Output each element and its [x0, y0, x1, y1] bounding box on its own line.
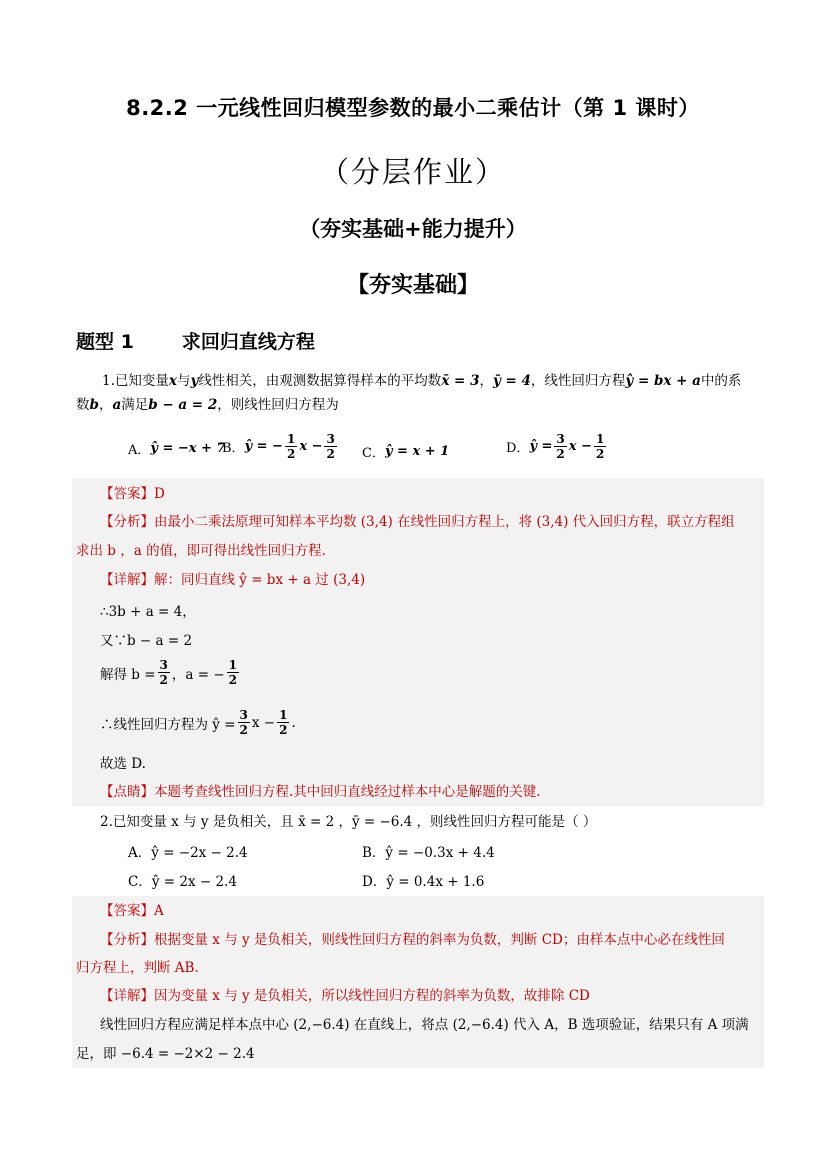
document-subtitle-2: （夯实基础+能力提升） — [299, 217, 527, 241]
q1-line2b: 满足 — [121, 397, 149, 413]
comment-1: 【点睛】本题考查线性回归方程.其中回归直线经过样本中心是解题的关键. — [100, 784, 541, 800]
detail-1 — [100, 568, 365, 588]
option-c[interactable] — [362, 442, 449, 461]
fraction-numerator: 1 — [228, 658, 238, 672]
section-label: 题型 1 — [76, 331, 134, 353]
detail-2-line-2: 线性回归方程应满足样本点中心 (2,−6.4) 在直线上，将点 (2,−6.4) 代入 A，B 选项验证，结果只有 A 项满 — [100, 1017, 749, 1033]
q1-line2c: ，则线性回归方程为 — [217, 397, 339, 413]
fraction-denominator: 2 — [279, 723, 288, 737]
fraction-numerator: 1 — [279, 708, 288, 722]
option-label: C． — [362, 446, 385, 461]
ybar-value: ȳ = 4 — [492, 373, 531, 389]
q1-text-d: ，线性回归方程 — [530, 373, 626, 389]
q2-option-c[interactable]: C．ŷ = 2x − 2.4 — [128, 874, 237, 890]
question-number: 1. — [102, 373, 115, 389]
q2-option-a[interactable]: A．ŷ = −2x − 2.4 — [128, 845, 248, 861]
option-label: B． — [222, 441, 245, 456]
q1-sep: ， — [479, 373, 493, 389]
step-4-pre: ∴线性回归方程为 ŷ = — [100, 716, 236, 733]
fraction-numerator: 3 — [556, 432, 565, 446]
step-1: ∴3b + a = 4， — [100, 604, 196, 620]
analysis-1-line-2: 求出 b ，a 的值，即可得出线性回归方程. — [76, 543, 326, 559]
fraction-numerator: 1 — [286, 432, 296, 446]
analysis-1-line-1: 【分析】由最小二乘法原理可知样本平均数 (3,4) 在线性回归方程上，将 (3,4) 代入回归方程，联立方程组 — [100, 514, 735, 530]
section-name: 求回归直线方程 — [181, 331, 315, 353]
step-4-end: . — [291, 714, 296, 731]
q1-comma: ， — [98, 397, 113, 413]
option-label: A． — [128, 443, 151, 458]
q1-text-b: 与 — [176, 373, 191, 389]
fraction — [227, 658, 239, 687]
choose-1: 故选 D. — [100, 756, 146, 772]
fraction-numerator: 3 — [239, 708, 248, 722]
q2-option-b[interactable]: B．ŷ = −0.3x + 4.4 — [362, 845, 495, 861]
fraction-denominator: 2 — [228, 673, 238, 687]
regression-equation: ŷ = bx + a — [625, 373, 701, 389]
fraction-numerator: 3 — [326, 432, 335, 446]
step-3-pre: 解得 b = — [100, 666, 156, 683]
fraction — [324, 432, 336, 461]
step-2: 又∵b − a = 2 — [100, 633, 193, 649]
fraction-numerator: 1 — [595, 432, 605, 446]
fraction-denominator: 2 — [326, 447, 335, 461]
q1-text-c: 线性相关，由观测数据算得样本的平均数 — [198, 373, 442, 389]
question-1-line-1 — [76, 369, 766, 393]
option-a[interactable] — [128, 439, 226, 458]
question-1-line-2 — [76, 393, 766, 417]
question-1 — [76, 369, 766, 417]
option-label: D． — [506, 441, 530, 456]
fraction — [238, 708, 250, 737]
step-4-mid: x − — [251, 714, 276, 731]
var-x: x — [168, 373, 177, 389]
document-subtitle-3: 【夯实基础】 — [346, 273, 479, 298]
document-subtitle: （分层作业） — [319, 155, 506, 189]
condition: b − a = 2 — [148, 397, 218, 413]
fraction — [554, 432, 566, 461]
fraction-denominator: 2 — [556, 447, 565, 461]
xbar-value: x̄ = 3 — [441, 373, 480, 389]
q1-line2a: 数 — [76, 397, 90, 413]
option-formula-pre: ŷ = − — [244, 439, 283, 454]
fraction — [277, 708, 289, 737]
fraction-denominator: 2 — [159, 673, 168, 687]
fraction — [594, 432, 606, 461]
fraction-numerator: 3 — [159, 658, 168, 672]
answer-1: 【答案】D — [100, 486, 165, 502]
step-3 — [100, 658, 241, 687]
answer-2: 【答案】A — [100, 903, 164, 919]
option-formula-pre: ŷ = — [529, 439, 553, 454]
detail-2-line-3: 足，即 −6.4 = −2×2 − 2.4 — [76, 1046, 255, 1062]
option-formula-mid: x − — [568, 439, 592, 454]
q2-option-d[interactable]: D．ŷ = 0.4x + 1.6 — [362, 874, 485, 890]
fraction — [285, 432, 297, 461]
option-b[interactable] — [222, 432, 339, 461]
option-formula: ŷ = −x + 7 — [150, 441, 226, 456]
analysis-2-line-2: 归方程上，判断 AB. — [76, 960, 199, 976]
option-d[interactable] — [506, 432, 608, 461]
analysis-2-line-1: 【分析】根据变量 x 与 y 是负相关，则线性回归方程的斜率为负数，判断 CD；由样本点中心必在线性回 — [100, 932, 725, 948]
step-4 — [100, 708, 296, 737]
var-b: b — [89, 397, 99, 413]
document-title: 8.2.2 一元线性回归模型参数的最小二乘估计（第 1 课时） — [126, 96, 700, 120]
q1-text-a: 已知变量 — [114, 373, 169, 389]
detail-1-text: 【详解】解：同归直线 ŷ = bx + a 过 (3,4) — [100, 572, 366, 588]
fraction-denominator: 2 — [239, 723, 248, 737]
question-2: 2.已知变量 x 与 y 是负相关，且 x̄ = 2 ，ȳ = −6.4 ，则线性回归方程可能是（ ） — [100, 814, 597, 830]
q1-text-e: 中的系 — [700, 373, 742, 389]
step-3-mid: ，a = − — [171, 666, 225, 683]
fraction — [158, 658, 170, 687]
var-a: a — [112, 397, 122, 413]
option-formula-mid: x − — [299, 439, 323, 454]
fraction-denominator: 2 — [286, 447, 296, 461]
option-formula: ŷ = x + 1 — [384, 444, 450, 459]
section-heading — [76, 327, 315, 354]
detail-2: 【详解】因为变量 x 与 y 是负相关，所以线性回归方程的斜率为负数，故排除 CD — [100, 988, 590, 1004]
var-y: y — [190, 373, 199, 389]
fraction-denominator: 2 — [595, 447, 605, 461]
